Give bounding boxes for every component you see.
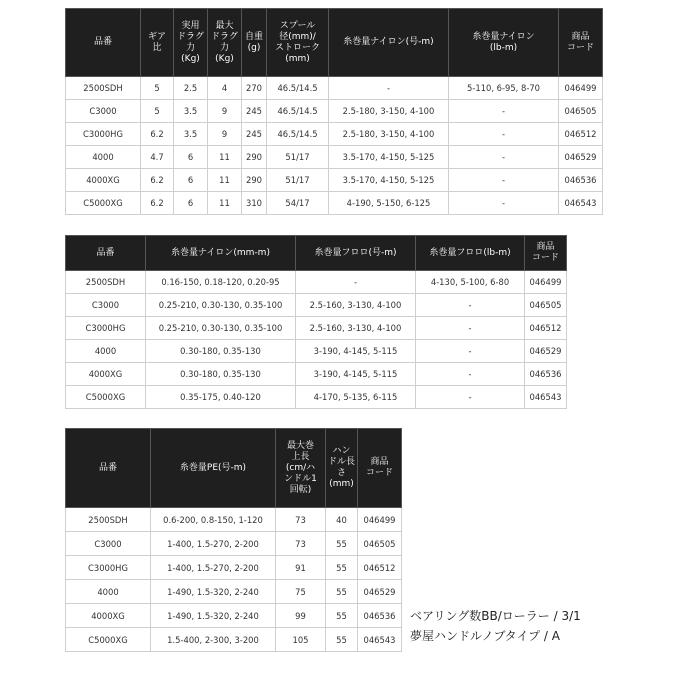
table-cell: 2500SDH [66,271,146,294]
table-cell: 46.5/14.5 [267,123,329,146]
table-cell: 46.5/14.5 [267,77,329,100]
table-row [66,340,567,363]
table-cell: - [416,386,525,409]
table-cell: 046505 [525,294,567,317]
table-cell: 4000XG [66,604,151,628]
table-row [66,294,567,317]
table-cell: 6.2 [141,192,174,215]
table-cell: 1-400, 1.5-270, 2-200 [151,532,276,556]
table-cell: 1-400, 1.5-270, 2-200 [151,556,276,580]
column-header: 糸巻量PE(号-m) [151,429,276,508]
column-header: 自重 (g) [242,9,267,77]
table-cell: 6 [174,169,208,192]
table-cell: 046536 [525,363,567,386]
table-row [66,508,402,532]
table-row [66,169,603,192]
table-cell: 5 [141,77,174,100]
table-cell: 2500SDH [66,77,141,100]
bearing-note: ベアリング数BB/ローラー / 3/1 [410,609,581,623]
table-cell: C5000XG [66,628,151,652]
table-cell: 2500SDH [66,508,151,532]
table-row [66,363,567,386]
table-cell: 51/17 [267,146,329,169]
table-cell: 46.5/14.5 [267,100,329,123]
column-header: 糸巻量ナイロン(mm-m) [146,236,296,271]
table-cell: - [416,317,525,340]
table-row [66,628,402,652]
table-cell: 3-190, 4-145, 5-115 [296,340,416,363]
table-cell: 2.5-160, 3-130, 4-100 [296,294,416,317]
table-cell: C3000HG [66,317,146,340]
table-cell: 5 [141,100,174,123]
table-cell: 75 [276,580,326,604]
table-cell: 046499 [525,271,567,294]
table-cell: 046536 [559,169,603,192]
table-cell: 4000 [66,146,141,169]
table-cell: - [296,271,416,294]
table-cell: - [449,123,559,146]
table-cell: 046529 [525,340,567,363]
table-cell: - [416,363,525,386]
table-row [66,604,402,628]
table-cell: 2.5-180, 3-150, 4-100 [329,123,449,146]
handle-knob-note: 夢屋ハンドルノブタイプ / A [410,629,560,643]
table-cell: 0.6-200, 0.8-150, 1-120 [151,508,276,532]
column-header: 商品 コード [358,429,402,508]
table-row [66,100,603,123]
table-cell: 1-490, 1.5-320, 2-240 [151,580,276,604]
column-header: ハン ドル長 さ (mm) [326,429,358,508]
table-cell: - [449,192,559,215]
table-cell: 4-130, 5-100, 6-80 [416,271,525,294]
column-header: スプール 径(mm)/ ストローク (mm) [267,9,329,77]
column-header: 最大 ドラグ 力 (Kg) [208,9,242,77]
table-cell: 2.5 [174,77,208,100]
table-cell: 245 [242,100,267,123]
table-cell: 4 [208,77,242,100]
table-cell: 73 [276,532,326,556]
table-cell: C3000 [66,100,141,123]
table-cell: 6.2 [141,169,174,192]
spec-table-main [65,8,603,215]
table-cell: C3000HG [66,123,141,146]
table-cell: 1.5-400, 2-300, 3-200 [151,628,276,652]
table-cell: 55 [326,556,358,580]
table-cell: 0.16-150, 0.18-120, 0.20-95 [146,271,296,294]
table-cell: 9 [208,100,242,123]
table-cell: 046543 [358,628,402,652]
table-cell: 3.5-170, 4-150, 5-125 [329,146,449,169]
table-row [66,580,402,604]
table-cell: 51/17 [267,169,329,192]
column-header: 商品 コード [559,9,603,77]
spec-table-pe [65,428,402,652]
table-cell: 290 [242,146,267,169]
table-cell: 0.25-210, 0.30-130, 0.35-100 [146,317,296,340]
table-row [66,123,603,146]
table-cell: 3.5 [174,123,208,146]
table-cell: 105 [276,628,326,652]
spec-table-line-capacity [65,235,567,409]
table-row [66,77,603,100]
table-cell: C5000XG [66,386,146,409]
table-cell: 290 [242,169,267,192]
table-cell: 1-490, 1.5-320, 2-240 [151,604,276,628]
table-cell: 55 [326,628,358,652]
table-cell: 40 [326,508,358,532]
table-cell: 73 [276,508,326,532]
table-cell: 046512 [559,123,603,146]
table-cell: 3.5 [174,100,208,123]
table-cell: 2.5-180, 3-150, 4-100 [329,100,449,123]
column-header: 糸巻量ナイロン(号-m) [329,9,449,77]
table-cell: 54/17 [267,192,329,215]
table-cell: 6 [174,146,208,169]
table-header-row [66,236,567,271]
table-row [66,556,402,580]
column-header: 糸巻量ナイロン (lb-m) [449,9,559,77]
column-header: 品番 [66,429,151,508]
table-cell: 6.2 [141,123,174,146]
table-cell: - [449,146,559,169]
table-cell: 55 [326,532,358,556]
table-cell: 4000XG [66,363,146,386]
table-cell: 046529 [358,580,402,604]
table-cell: C3000 [66,532,151,556]
table-cell: 2.5-160, 3-130, 4-100 [296,317,416,340]
table-cell: C3000HG [66,556,151,580]
table-row [66,146,603,169]
column-header: 糸巻量フロロ(号-m) [296,236,416,271]
column-header: 品番 [66,9,141,77]
table-cell: 55 [326,580,358,604]
table-cell: 3.5-170, 4-150, 5-125 [329,169,449,192]
table-cell: 046529 [559,146,603,169]
table-cell: 046543 [559,192,603,215]
table-row [66,271,567,294]
table-cell: 0.35-175, 0.40-120 [146,386,296,409]
column-header: ギア 比 [141,9,174,77]
table-header-row [66,9,603,77]
table-cell: 11 [208,192,242,215]
table-cell: 3-190, 4-145, 5-115 [296,363,416,386]
table-cell: 270 [242,77,267,100]
table-cell: 046536 [358,604,402,628]
column-header: 品番 [66,236,146,271]
column-header: 最大巻 上長 (cm/ハ ンドル1 回転) [276,429,326,508]
table-cell: 046505 [559,100,603,123]
table-cell: C3000 [66,294,146,317]
table-cell: 5-110, 6-95, 8-70 [449,77,559,100]
table-cell: 046505 [358,532,402,556]
table-row [66,532,402,556]
table-cell: 4000 [66,580,151,604]
table-cell: 310 [242,192,267,215]
table-cell: 99 [276,604,326,628]
table-cell: 4-170, 5-135, 6-115 [296,386,416,409]
table-cell: 55 [326,604,358,628]
table-cell: 046499 [559,77,603,100]
table-cell: 245 [242,123,267,146]
table-header-row [66,429,402,508]
table-cell: 91 [276,556,326,580]
table-cell: 9 [208,123,242,146]
table-cell: 4.7 [141,146,174,169]
table-cell: 046543 [525,386,567,409]
table-cell: 11 [208,169,242,192]
table-cell: 4000 [66,340,146,363]
table-cell: 4000XG [66,169,141,192]
table-cell: - [449,169,559,192]
table-cell: C5000XG [66,192,141,215]
table-cell: - [416,340,525,363]
table-cell: 0.30-180, 0.35-130 [146,363,296,386]
column-header: 糸巻量フロロ(lb-m) [416,236,525,271]
table-row [66,192,603,215]
column-header: 実用 ドラグ 力 (Kg) [174,9,208,77]
table-cell: 046512 [525,317,567,340]
table-cell: - [449,100,559,123]
table-cell: 0.30-180, 0.35-130 [146,340,296,363]
table-cell: - [329,77,449,100]
table-cell: - [416,294,525,317]
table-row [66,386,567,409]
table-cell: 046499 [358,508,402,532]
table-row [66,317,567,340]
table-cell: 11 [208,146,242,169]
table-cell: 0.25-210, 0.30-130, 0.35-100 [146,294,296,317]
table-cell: 046512 [358,556,402,580]
table-cell: 6 [174,192,208,215]
table-cell: 4-190, 5-150, 6-125 [329,192,449,215]
column-header: 商品 コード [525,236,567,271]
